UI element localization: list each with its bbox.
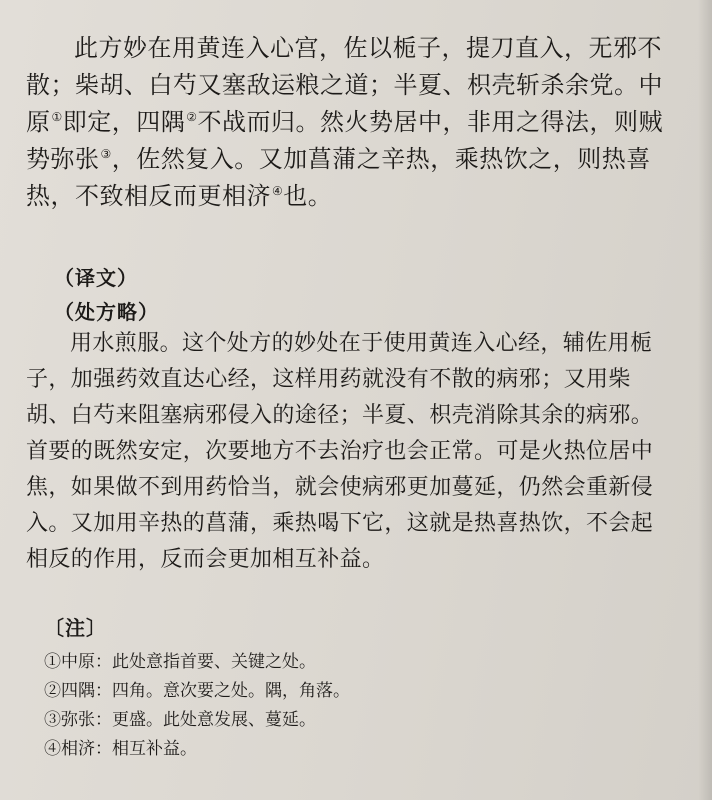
notes-heading: 〔注〕 bbox=[44, 616, 107, 640]
footnote-mark-1: ① bbox=[51, 110, 63, 124]
note-item: ④相济：相互补益。 bbox=[44, 739, 197, 759]
original-text bbox=[26, 30, 672, 215]
original-segment: 不战而归。然火势居中，非用之得法，则贼势弥张 bbox=[26, 108, 664, 173]
translation-heading: （译文） bbox=[54, 266, 138, 290]
footnote-mark-3: ③ bbox=[100, 147, 112, 161]
original-paragraph bbox=[26, 30, 672, 215]
translation-text bbox=[26, 326, 672, 578]
note-item: ②四隅：四角。意次要之处。隅，角落。 bbox=[44, 681, 350, 701]
original-segment: 即定，四隅 bbox=[62, 108, 186, 136]
note-item: ③弥张：更盛。此处意发展、蔓延。 bbox=[44, 710, 316, 730]
original-segment: 此方妙在用黄连入心宫，佐以栀子，提刀直入，无邪不散；柴胡、白芍又塞敌运粮之道；半夏、枳壳斩杀余党。中原 bbox=[26, 34, 663, 136]
page-shadow bbox=[698, 0, 712, 800]
footnote-mark-2: ② bbox=[186, 110, 198, 124]
original-segment: 也。 bbox=[283, 182, 333, 210]
notes-list bbox=[44, 648, 350, 764]
original-segment: ，佐然复入。又加菖蒲之辛热，乘热饮之，则热喜热，不致相反而更相济 bbox=[26, 145, 651, 210]
note-item: ①中原：此处意指首要、关键之处。 bbox=[44, 652, 316, 672]
translation-paragraph: 用水煎服。这个处方的妙处在于使用黄连入心经，辅佐用栀子，加强药效直达心经，这样用药就没有不散的病邪；又用柴胡、白芍来阻塞病邪侵入的途径；半夏、枳壳消除其余的病邪。首要的既然安定，次要地方不去治疗也会正常。可是火热位居中焦，如果做不到用药恰当，就会使病邪更加蔓延，仍然会重新侵入。又加用辛热的菖蒲，乘热喝下它，这就是热喜热饮，不会起相反的作用，反而会更加相互补益。 bbox=[26, 331, 654, 572]
prescription-omitted-label: （处方略） bbox=[54, 300, 159, 324]
footnote-mark-4: ④ bbox=[272, 184, 284, 198]
